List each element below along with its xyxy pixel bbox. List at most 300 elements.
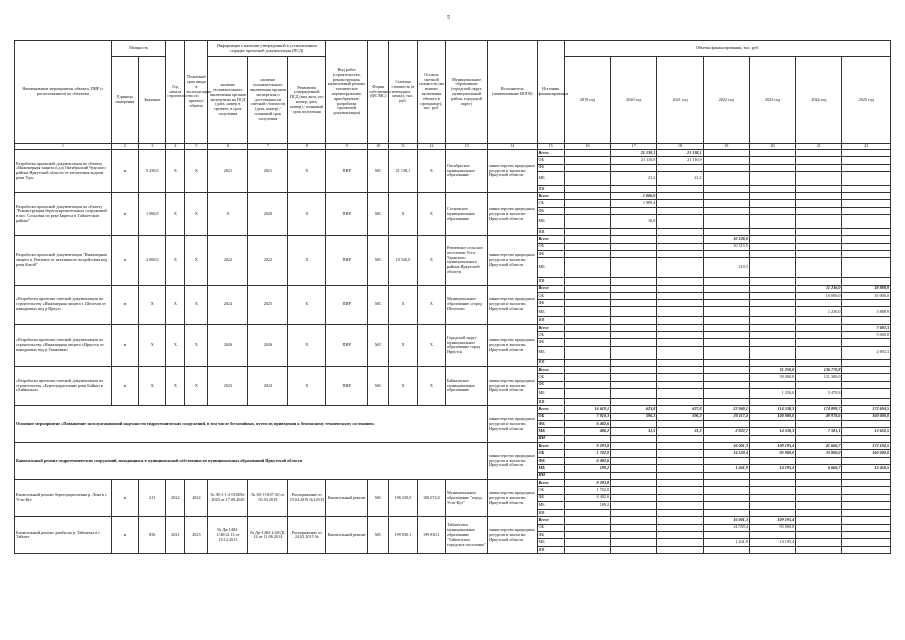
header-work-type: Вид работ (строительство, реконструкция, капитальный ремонт, техническое перевооружение, приобретение, разработка проектной документации) bbox=[326, 41, 368, 144]
source-label: ИИ bbox=[537, 472, 564, 479]
funding-value bbox=[611, 388, 657, 398]
header-value: Значение bbox=[139, 57, 166, 144]
funding-value: 16 001,3 bbox=[703, 517, 749, 524]
funding-value bbox=[564, 307, 610, 317]
funding-value bbox=[703, 200, 749, 207]
funding-value bbox=[657, 465, 703, 472]
funding-value bbox=[657, 346, 703, 359]
funding-value bbox=[657, 317, 703, 324]
funding-value bbox=[796, 517, 842, 524]
column-number: 18 bbox=[657, 144, 703, 150]
funding-value bbox=[703, 185, 749, 192]
source-label: Всего bbox=[537, 517, 564, 524]
column-number: 16 bbox=[564, 144, 610, 150]
funding-value: 2 692,3 bbox=[842, 346, 891, 359]
funding-value: 21 138,1 bbox=[611, 150, 657, 157]
funding-value: 6 402,6 bbox=[564, 420, 610, 427]
page-number: 5 bbox=[447, 15, 450, 21]
customer-cell: Байкальское муниципальное образование bbox=[446, 366, 488, 405]
funding-value: 49 978,6 bbox=[796, 413, 842, 420]
funding-value bbox=[796, 487, 842, 494]
funding-value bbox=[611, 531, 657, 538]
source-label: ФБ bbox=[537, 531, 564, 538]
year-start-cell: 2021 bbox=[166, 517, 185, 554]
funding-value bbox=[564, 229, 610, 236]
source-label: ФБ bbox=[537, 250, 564, 257]
funding-value bbox=[796, 150, 842, 157]
funding-value bbox=[703, 435, 749, 442]
funding-value bbox=[842, 171, 891, 185]
funding-value bbox=[703, 494, 749, 501]
funding-value bbox=[657, 388, 703, 398]
funding-value bbox=[564, 324, 610, 331]
funding-value bbox=[749, 531, 795, 538]
funding-value bbox=[749, 285, 795, 292]
funding-value bbox=[796, 317, 842, 324]
funding-value bbox=[657, 243, 703, 250]
executor-cell: министерство природных ресурсов и экологии Иркутской области bbox=[488, 443, 537, 480]
source-label: ИИ bbox=[537, 435, 564, 442]
header-docs-c: Реквизиты утвержденной ПСД (вид акта, его номер, дата, номер) / плановый срок получения bbox=[288, 57, 326, 144]
funding-value bbox=[564, 157, 610, 164]
value-cell: 856 bbox=[139, 517, 166, 554]
funding-value bbox=[703, 374, 749, 381]
funding-value bbox=[749, 381, 795, 388]
funding-value bbox=[657, 215, 703, 229]
column-number: 22 bbox=[842, 144, 891, 150]
funding-value bbox=[842, 374, 891, 381]
funding-value: 16 001,3 bbox=[703, 443, 749, 450]
source-label: Всего bbox=[537, 285, 564, 292]
header-customer: Муниципальное образование (городской округ, муниципальный район, городской округ) bbox=[446, 41, 488, 144]
funding-value bbox=[796, 539, 842, 547]
source-label: ФБ bbox=[537, 300, 564, 307]
funding-value bbox=[749, 236, 795, 243]
term-cell: Х bbox=[185, 236, 208, 285]
funding-value: 38 888,9 bbox=[842, 285, 891, 292]
funding-value bbox=[657, 359, 703, 366]
remaining-cell: Х bbox=[417, 285, 445, 324]
year-start-cell: 2022 bbox=[166, 480, 185, 517]
funding-value bbox=[611, 487, 657, 494]
funding-value: 5 000,0 bbox=[842, 332, 891, 339]
funding-value bbox=[657, 443, 703, 450]
docs-a-cell: № Ди-1482-1/40/12.13 от 19.12.2013 bbox=[208, 517, 248, 554]
funding-value bbox=[842, 215, 891, 229]
header-year: 2021 год bbox=[657, 57, 703, 144]
executor-cell: министерство природных ресурсов и экологии Иркутской области bbox=[488, 366, 537, 405]
funding-value bbox=[796, 346, 842, 359]
work-type-cell: ПИР bbox=[326, 193, 368, 236]
funding-value: 20 117,4 bbox=[703, 413, 749, 420]
docs-a-cell: Х bbox=[208, 193, 248, 236]
value-cell: 2 000,0 bbox=[139, 236, 166, 285]
funding-value bbox=[611, 258, 657, 278]
funding-value bbox=[657, 494, 703, 501]
funding-value bbox=[611, 524, 657, 531]
funding-value bbox=[657, 285, 703, 292]
funding-value bbox=[749, 229, 795, 236]
funding-value bbox=[611, 307, 657, 317]
funding-value bbox=[657, 300, 703, 307]
source-label: ИИ bbox=[537, 398, 564, 405]
funding-value bbox=[611, 435, 657, 442]
column-number: 4 bbox=[166, 144, 185, 150]
funding-value bbox=[749, 300, 795, 307]
funding-value bbox=[611, 501, 657, 509]
header-remaining: Остаток сметной стоимости (на момент включения объекта в программу), тыс. руб. bbox=[417, 41, 445, 144]
funding-value bbox=[611, 374, 657, 381]
header-sources: Источник финансирования bbox=[537, 41, 564, 144]
source-label: Всего bbox=[537, 480, 564, 487]
funding-value bbox=[749, 324, 795, 331]
funding-value bbox=[796, 398, 842, 405]
executor-cell: министерство природных ресурсов и экологии Иркутской области bbox=[488, 150, 537, 193]
funding-value bbox=[749, 359, 795, 366]
funding-value bbox=[749, 487, 795, 494]
table-row bbox=[15, 150, 891, 157]
table-row bbox=[15, 285, 891, 292]
funding-value bbox=[564, 278, 610, 285]
table-header bbox=[15, 41, 891, 150]
header-year: 2019 год bbox=[564, 57, 610, 144]
funding-value bbox=[749, 339, 795, 346]
funding-value bbox=[703, 250, 749, 257]
source-label: МБ bbox=[537, 346, 564, 359]
funding-value bbox=[796, 164, 842, 171]
funding-value bbox=[842, 539, 891, 547]
funding-value bbox=[703, 346, 749, 359]
funding-value bbox=[564, 236, 610, 243]
year-start-cell: Х bbox=[166, 193, 185, 236]
funding-value bbox=[842, 435, 891, 442]
source-label: Всего bbox=[537, 443, 564, 450]
funding-value: 10 000,0 bbox=[796, 292, 842, 299]
funding-value: 31,5 bbox=[611, 428, 657, 435]
funding-value: 406,2 bbox=[564, 428, 610, 435]
funding-value bbox=[611, 509, 657, 516]
funding-value bbox=[703, 339, 749, 346]
funding-value bbox=[611, 300, 657, 307]
funding-value bbox=[842, 480, 891, 487]
funding-value: 6 402,6 bbox=[564, 457, 610, 464]
docs-c-cell: Х bbox=[288, 236, 326, 285]
funding-value bbox=[657, 531, 703, 538]
cost-cell: Х bbox=[389, 366, 417, 405]
funding-value: 95 000,0 bbox=[749, 450, 795, 457]
funding-value bbox=[611, 285, 657, 292]
funding-value: 596,3 bbox=[657, 413, 703, 420]
funding-value bbox=[657, 374, 703, 381]
work-type-cell: Капитальный ремонт bbox=[326, 480, 368, 517]
funding-value: 3 888,9 bbox=[842, 307, 891, 317]
funding-value bbox=[703, 501, 749, 509]
funding-value bbox=[796, 339, 842, 346]
funding-value bbox=[703, 300, 749, 307]
unit-cell: м bbox=[111, 285, 138, 324]
funding-value bbox=[749, 398, 795, 405]
docs-c-cell: Распоряжение от 24.02.2015 № bbox=[288, 517, 326, 554]
funding-value: 8 293,8 bbox=[564, 443, 610, 450]
funding-value bbox=[611, 450, 657, 457]
column-number: 21 bbox=[796, 144, 842, 150]
funding-value bbox=[796, 193, 842, 200]
project-name: «Разработка проектно-сметной документации по строительству «Инженерная защита г. Шелехов от паводковых вод р.Иркут» bbox=[15, 285, 112, 324]
docs-b-cell: 2022 bbox=[248, 236, 288, 285]
source-label: ФБ bbox=[537, 381, 564, 388]
funding-value bbox=[564, 388, 610, 398]
remaining-cell: Х bbox=[417, 236, 445, 285]
term-cell: Х bbox=[185, 324, 208, 366]
column-number: 17 bbox=[611, 144, 657, 150]
project-name: «Разработка проектно-сметной документации по строительству «Инженерная защита г.Иркутск от паводковых вод р.Ушаковки» bbox=[15, 324, 112, 366]
funding-value bbox=[564, 332, 610, 339]
executor-cell: министерство природных ресурсов и экологии Иркутской области bbox=[488, 236, 537, 285]
header-funding: Объемы финансирования, тыс. руб. bbox=[564, 41, 890, 57]
funding-value bbox=[796, 200, 842, 207]
header-year: 2024 год bbox=[796, 57, 842, 144]
funding-value bbox=[703, 366, 749, 373]
source-label: Всего bbox=[537, 324, 564, 331]
funding-value bbox=[564, 531, 610, 538]
remaining-cell: Х bbox=[417, 324, 445, 366]
funding-value bbox=[703, 487, 749, 494]
funding-value bbox=[564, 524, 610, 531]
funding-value bbox=[749, 292, 795, 299]
funding-value: 1 006,0 bbox=[611, 193, 657, 200]
funding-value: 95 000,0 bbox=[749, 524, 795, 531]
funding-value bbox=[564, 171, 610, 185]
funding-value bbox=[749, 509, 795, 516]
funding-value bbox=[611, 465, 657, 472]
funding-value bbox=[611, 366, 657, 373]
funding-value bbox=[611, 185, 657, 192]
funding-value bbox=[796, 501, 842, 509]
funding-value bbox=[657, 200, 703, 207]
funding-value bbox=[657, 547, 703, 554]
year-start-cell: Х bbox=[166, 285, 185, 324]
form-cell: МС bbox=[368, 366, 389, 405]
funding-value: 21 116,9 bbox=[611, 157, 657, 164]
year-start-cell: Х bbox=[166, 324, 185, 366]
funding-value bbox=[703, 292, 749, 299]
executor-cell: министерство природных ресурсов и экологии Иркутской области bbox=[488, 517, 537, 554]
header-year: 2020 год bbox=[611, 57, 657, 144]
funding-value: 21 116,9 bbox=[657, 157, 703, 164]
cost-cell: 199 830,1 bbox=[389, 517, 417, 554]
funding-value: 21,2 bbox=[657, 171, 703, 185]
header-power: Мощность bbox=[111, 41, 166, 57]
funding-value bbox=[796, 381, 842, 388]
funding-value bbox=[842, 359, 891, 366]
form-cell: МС bbox=[368, 150, 389, 193]
funding-value bbox=[703, 359, 749, 366]
funding-value bbox=[703, 531, 749, 538]
docs-a-cell: № 38-1-1-2-018692-2020 от 17.09.2020 bbox=[208, 480, 248, 517]
funding-value bbox=[842, 207, 891, 214]
source-label: ОБ bbox=[537, 487, 564, 494]
docs-b-cell: 2025 bbox=[248, 285, 288, 324]
funding-value bbox=[842, 509, 891, 516]
column-number: 5 bbox=[185, 144, 208, 150]
funding-value bbox=[703, 398, 749, 405]
customer-cell: Тайшетское муниципальное образование "Тайшетское городское поселение" bbox=[446, 517, 488, 554]
funding-value bbox=[564, 164, 610, 171]
funding-value bbox=[703, 285, 749, 292]
funding-value bbox=[842, 300, 891, 307]
funding-value: 7 581,1 bbox=[796, 428, 842, 435]
funding-value: 31 250,0 bbox=[749, 366, 795, 373]
funding-value: 6 402,6 bbox=[564, 494, 610, 501]
funding-value bbox=[564, 517, 610, 524]
funding-value bbox=[657, 324, 703, 331]
funding-value bbox=[611, 420, 657, 427]
funding-value bbox=[842, 157, 891, 164]
funding-value bbox=[796, 250, 842, 257]
source-label: ИИ bbox=[537, 229, 564, 236]
funding-value bbox=[657, 236, 703, 243]
docs-b-cell: 2020 bbox=[248, 193, 288, 236]
funding-value bbox=[611, 324, 657, 331]
funding-value bbox=[796, 157, 842, 164]
source-label: Всего bbox=[537, 236, 564, 243]
funding-value bbox=[611, 332, 657, 339]
header-year: 2023 год bbox=[749, 57, 795, 144]
funding-value: 22 940,1 bbox=[703, 406, 749, 413]
funding-value bbox=[564, 366, 610, 373]
funding-value bbox=[749, 346, 795, 359]
docs-b-cell: № 38-1-0107-20 от 03.03.2019 bbox=[248, 480, 288, 517]
funding-value bbox=[796, 229, 842, 236]
source-label: МБ bbox=[537, 465, 564, 472]
cost-cell: Х bbox=[389, 193, 417, 236]
funding-value bbox=[796, 435, 842, 442]
source-label: ФБ bbox=[537, 494, 564, 501]
funding-value bbox=[657, 472, 703, 479]
funding-value bbox=[611, 381, 657, 388]
funding-value bbox=[564, 193, 610, 200]
column-number: 10 bbox=[368, 144, 389, 150]
funding-value bbox=[842, 185, 891, 192]
funding-value: 623,8 bbox=[611, 406, 657, 413]
funding-value bbox=[749, 457, 795, 464]
funding-value bbox=[842, 487, 891, 494]
funding-value bbox=[842, 388, 891, 398]
form-cell: МС bbox=[368, 285, 389, 324]
funding-value bbox=[796, 420, 842, 427]
remaining-cell: 106 074,0 bbox=[417, 480, 445, 517]
docs-b-cell: 2021 bbox=[248, 150, 288, 193]
remaining-cell: 199 830,1 bbox=[417, 517, 445, 554]
funding-value bbox=[796, 509, 842, 516]
source-label: ФБ bbox=[537, 420, 564, 427]
section-title: Капитальный ремонт гидротехнических сооружений, находящихся в муниципальной собственности муниципальных образований Иркутской области bbox=[15, 443, 488, 480]
funding-value bbox=[564, 185, 610, 192]
funding-value bbox=[842, 258, 891, 278]
column-number: 3 bbox=[139, 144, 166, 150]
funding-value: 172 194,5 bbox=[842, 443, 891, 450]
funding-value bbox=[703, 164, 749, 171]
funding-value bbox=[842, 229, 891, 236]
remaining-cell: Х bbox=[417, 193, 445, 236]
executor-cell: министерство природных ресурсов и экологии Иркутской области bbox=[488, 406, 537, 443]
funding-value bbox=[657, 307, 703, 317]
customer-cell: Городской округ муниципальное образование город Иркутск bbox=[446, 324, 488, 366]
funding-value: 131 300,0 bbox=[796, 374, 842, 381]
form-cell: МС bbox=[368, 480, 389, 517]
funding-value bbox=[796, 236, 842, 243]
funding-value bbox=[749, 157, 795, 164]
funding-value bbox=[842, 381, 891, 388]
funding-value: 16,6 bbox=[611, 215, 657, 229]
term-cell: Х bbox=[185, 285, 208, 324]
funding-value bbox=[657, 517, 703, 524]
source-label: МБ bbox=[537, 428, 564, 435]
funding-value bbox=[842, 531, 891, 538]
funding-value bbox=[749, 472, 795, 479]
funding-value: 10 526,0 bbox=[703, 236, 749, 243]
term-cell: Х bbox=[185, 150, 208, 193]
funding-value bbox=[657, 457, 703, 464]
funding-value bbox=[564, 435, 610, 442]
financing-table bbox=[14, 40, 891, 554]
source-label: МБ bbox=[537, 307, 564, 317]
project-name: Капитальный ремонт берегоукрепления р. Лена в г. Усть-Кут bbox=[15, 480, 112, 517]
funding-value bbox=[842, 524, 891, 531]
cost-cell: Х bbox=[389, 285, 417, 324]
funding-value bbox=[703, 307, 749, 317]
funding-value bbox=[796, 480, 842, 487]
funding-value: 136 770,8 bbox=[796, 366, 842, 373]
source-label: ИИ bbox=[537, 278, 564, 285]
unit-cell: м bbox=[111, 366, 138, 405]
column-number: 20 bbox=[749, 144, 795, 150]
header-year: 2025 год bbox=[842, 57, 891, 144]
funding-value bbox=[796, 243, 842, 250]
funding-value bbox=[796, 185, 842, 192]
funding-value bbox=[796, 457, 842, 464]
docs-b-cell: № Ди-1482-1/40/ДС 14 от 11.06.2014 bbox=[248, 517, 288, 554]
funding-value bbox=[703, 420, 749, 427]
funding-value bbox=[611, 250, 657, 257]
value-cell: 5 250,0 bbox=[139, 150, 166, 193]
docs-b-cell: 2024 bbox=[248, 366, 288, 405]
column-number: 14 bbox=[488, 144, 537, 150]
funding-value: 8 293,8 bbox=[564, 480, 610, 487]
funding-value bbox=[796, 494, 842, 501]
term-cell: Х bbox=[185, 193, 208, 236]
table-body bbox=[15, 150, 891, 554]
funding-value bbox=[703, 157, 749, 164]
funding-value bbox=[564, 207, 610, 214]
funding-value: 41 666,7 bbox=[796, 443, 842, 450]
funding-value bbox=[842, 517, 891, 524]
funding-value bbox=[657, 509, 703, 516]
funding-value bbox=[703, 278, 749, 285]
docs-c-cell: Х bbox=[288, 150, 326, 193]
funding-value bbox=[564, 258, 610, 278]
project-name: Разработка проектной документации "Инженерная защита п. Ревзевое от негативного воздействия вод реки Катой" bbox=[15, 236, 112, 285]
funding-value bbox=[796, 207, 842, 214]
funding-value bbox=[564, 243, 610, 250]
funding-value bbox=[611, 494, 657, 501]
header-docs-a: наличие положительного заключения органов экспертизы на ПСД (дата, номер в проекте, в срок получения bbox=[208, 57, 248, 144]
funding-value bbox=[703, 332, 749, 339]
source-label: Всего bbox=[537, 193, 564, 200]
funding-value bbox=[657, 292, 703, 299]
customer-cell: Ревзевское сельское поселение Усть-Удинского муниципального района Иркутской области bbox=[446, 236, 488, 285]
funding-value bbox=[749, 480, 795, 487]
